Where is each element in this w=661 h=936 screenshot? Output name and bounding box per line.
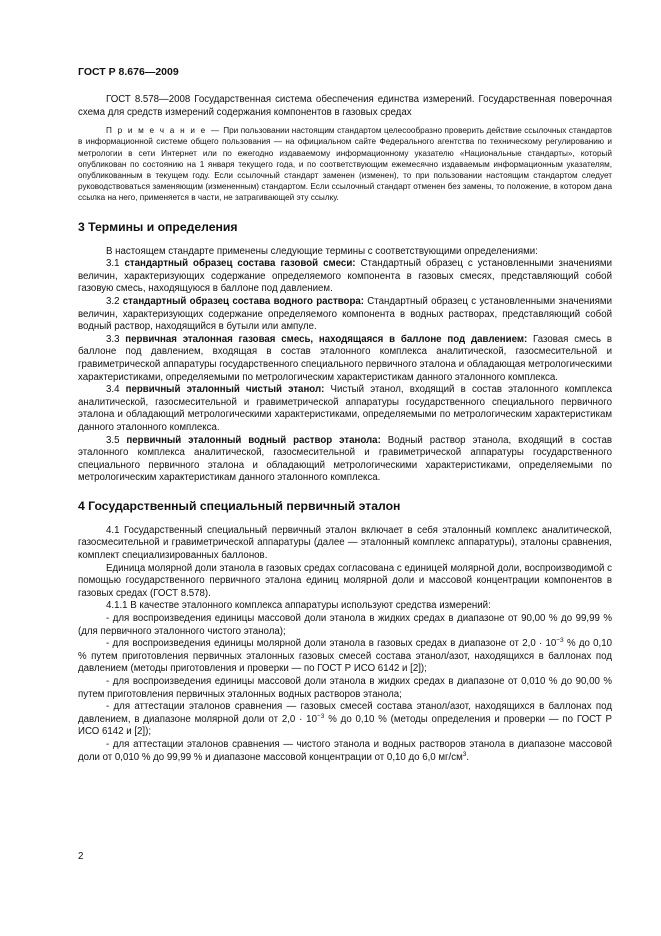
list-item-text: % до 0,10 % путем приготовления первичных эталонных газовых смесей состава этанол/азот, находящихся в баллонах под давлением (методы приготовления и проверки — по ГОСТ Р ИСО 6142 и [2]);: [78, 638, 612, 675]
exponent: 3: [462, 750, 467, 758]
term-definition: Стандартный образец с установленными значениями величин, характеризующих содержание определяемого компонента в газовых смесях, представляющий собой газовую смесь, находящуюся в баллоне под давлением.: [78, 258, 613, 295]
exponent: −3: [316, 712, 325, 720]
list-item: - для воспроизведения единицы массовой доли этанола в жидких средах в диапазоне от 0,010 % до 90,00 % путем приготовления первичных эталонных водных растворов этанола;: [78, 676, 612, 700]
term-name: стандартный образец состава водного раствора:: [122, 295, 364, 307]
exponent: −3: [556, 637, 564, 644]
standard-header: ГОСТ Р 8.676—2009: [78, 66, 179, 78]
page-content: [78, 94, 612, 764]
term-3-5: [78, 435, 612, 485]
section-3-heading: 3 Термины и определения: [78, 219, 238, 234]
term-name: стандартный образец состава газовой смеси:: [124, 258, 356, 270]
section-4-heading: 4 Государственный специальный первичный эталон: [78, 498, 401, 513]
term-name: первичный эталонный чистый этанол:: [125, 384, 325, 396]
note-text: При пользовании настоящим стандартом целесообразно проверить действие ссылочных стандартов в информационной системе общего пользования — на официальном сайте Федерального агентства по техническому регулированию и метрологии в сети Интернет или по ежегодно издаваемому информационному указателю «Национальные стандарты», который опубликован по состоянию на 1 января текущего года, и по соответствующим ежемесячно издаваемым информационным указателям, опубликованным в текущем году. Если ссылочный стандарт заменен (изменен), то при пользовании настоящим стандартом следует руководствоваться заменяющим (измененным) стандартом. Если ссылочный стандарт отменен без замены, то положение, в котором дана ссылка на него, применяется в части, не затрагивающей эту ссылку.: [78, 126, 612, 203]
term-number: 3.4: [106, 384, 126, 396]
list-item: [78, 638, 612, 676]
list-item-text: .: [466, 751, 470, 763]
term-3-4: [78, 384, 612, 434]
list-item: - для воспроизведения единицы массовой доли этанола в жидких средах в диапазоне от 90,00 % до 99,99 % (для первичного эталонного чистого этанола);: [78, 613, 612, 637]
term-3-1: [78, 258, 612, 296]
term-number: 3.2: [106, 295, 123, 307]
term-name: первичный эталонный водный раствор этанола:: [126, 434, 381, 446]
paragraph-4-1-1: 4.1.1 В качестве эталонного комплекса аппаратуры используют средства измерений:: [106, 600, 491, 612]
paragraph-4-1: 4.1 Государственный специальный первичный эталон включает в себя эталонный комплекс аналитической, газосмесительной и гравиметрической аппаратуры (далее — эталонный комплекс аппаратуры), эталоны сравнения, комплект специализированных баллонов.: [78, 524, 612, 562]
term-3-3: [78, 334, 612, 384]
reference-entry: ГОСТ 8.578—2008 Государственная система обеспечения единства измерений. Государственная поверочная схема для средств измерений содержания компонентов в газовых средах: [78, 94, 612, 118]
list-item: [78, 701, 612, 739]
term-definition: Стандартный образец с установленными значениями величин, характеризующих содержание определяемого компонента в водных растворах, представляющий собой водный раствор, находящийся в бутыли или ампуле.: [78, 295, 612, 333]
term-definition: Водный раствор этанола, входящий в состав эталонного комплекса аналитической, газосмесительной и гравиметрической аппаратуры государственного специального первичного эталона и обладающий метрологическими характеристиками, определяемыми по метрологическим характеристикам данного эталонного комплекса.: [78, 434, 612, 484]
term-number: 3.5: [106, 434, 127, 446]
list-item-text: - для аттестации эталонов сравнения — чистого этанола и водных растворов этанола в диапазоне массовой доли от 0,010 % до 99,99 % и диапазоне массовой концентрации от 0,10 до 6,0 мг/см: [78, 738, 612, 763]
section-3-lead: В настоящем стандарте применены следующие термины с соответствующими определениями:: [106, 245, 538, 257]
term-definition: Газовая смесь в баллоне под давлением, входящая в состав эталонного комплекса аналитической, газосмесительной и гравиметрической аппаратуры государственного специального первичного эталона и обладающая метрологическими характеристиками, определяемыми по метрологическим характеристикам данного эталонного комплекса.: [78, 333, 612, 383]
term-number: 3.1: [106, 258, 125, 270]
note-paragraph: [78, 125, 612, 203]
list-item: [78, 739, 612, 764]
term-number: 3.3: [106, 333, 126, 345]
paragraph-unit-agreement: Единица молярной доли этанола в газовых средах согласована с единицей молярной доли, воспроизводимой с помощью государственного первичного эталона единиц молярной доли и массовой концентрации компонентов в газовых средах (ГОСТ 8.578).: [78, 562, 612, 599]
term-3-2: [78, 296, 612, 334]
term-definition: Чистый этанол, входящий в состав эталонного комплекса аналитической, газосмесительной и гравиметрической аппаратуры государственного специального первичного эталона и обладающий метрологическими характеристиками, определяемыми по метрологическим характеристикам данного эталонного комплекса.: [78, 384, 612, 433]
term-name: первичная эталонная газовая смесь, находящаяся в баллоне под давлением:: [125, 333, 528, 345]
list-item-text: - для аттестации эталонов сравнения — газовых смесей состава этанол/азот, находящихся в баллонах под давлением, в диапазоне молярной доли от 2,0 · 10: [78, 701, 612, 725]
note-label: П р и м е ч а н и е —: [106, 126, 221, 136]
page-number: 2: [78, 851, 84, 862]
list-item-text: - для воспроизведения единицы молярной доли этанола в газовых средах в диапазоне от 2,0 · 10: [106, 638, 557, 650]
list-item-text: % до 0,10 % (методы определения и проверки — по ГОСТ Р ИСО 6142 и [2]);: [78, 713, 612, 738]
